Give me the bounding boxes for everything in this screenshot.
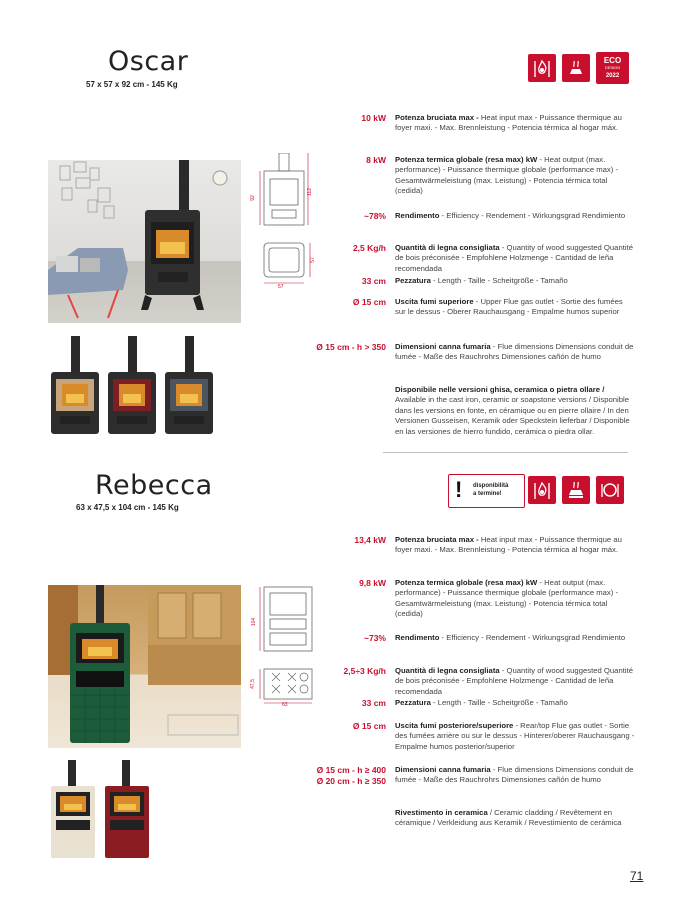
oscar-spec-text: Quantità di legna consigliata - Quantity of wood suggested Quantité de bois préconisée - Empfohlene Holzmenge - Cantidad de leña recomendada (395, 243, 633, 273)
rebecca-cladding: Rivestimento in ceramica / Ceramic cladding / Revêtement en céramique / Verkleidung aus Keramik / Revestimiento de cerámica (395, 808, 622, 828)
rebecca-spec-text: Dimensioni canna fumaria - Flue dimensions Dimensions conduit de fumée - Maße des Rauchrohrs Dimensiones cañón de humo (395, 765, 634, 785)
oscar-spec-value: 33 cm (361, 276, 386, 286)
eco-text: ECO (603, 55, 622, 65)
cooktop-icon (596, 476, 624, 504)
rebecca-spec-value: 33 cm (361, 698, 386, 708)
oscar-spec-value: 2,5 Kg/h (352, 243, 386, 253)
notice-line1: disponibilità (473, 483, 509, 489)
oscar-spec-value: 10 kW (361, 113, 386, 123)
rebecca-variants-photo (48, 760, 156, 860)
oscar-spec-text: Potenza termica globale (resa max) kW - Heat output (max. performance) - Puissance thermique globale (performance max) - Gesamtwärmeleistung (max. Leistung) - Potencia térmica total (cedida) (395, 155, 619, 196)
rebecca-spec-value: 13,4 kW (354, 535, 386, 545)
oscar-spec-value: ~78% (364, 211, 386, 221)
oscar-variants-photo (48, 336, 216, 441)
rebecca-spec-text: Uscita fumi posteriore/superiore - Rear/top Flue gas outlet - Sortie des fumées arrière ou sur le dessus - Hinterer/oberer Rauchausgang - Empalme humos posterior/superior (395, 721, 635, 751)
flame-icon (528, 476, 556, 504)
oven-icon (562, 476, 590, 504)
warning-icon: ! (455, 477, 463, 502)
rebecca-spec-text: Potenza termica globale (resa max) kW - Heat output (max. performance) - Puissance thermique globale (performance max) - Gesamtwärmeleistung (max. Leistung) - Potencia térmica total (cedida) (395, 578, 619, 619)
oscar-dim-height-total: 112 (306, 188, 313, 196)
rebecca-dim-depth: 47,5 (249, 679, 256, 689)
oscar-availability: Disponibile nelle versioni ghisa, ceramica o pietra ollare / Available in the cast iron, ceramic or soapstone versions / Disponible dans les versions en fonte, en céramique ou en pierre ollaire / In den Versionen Gusseisen, Keramik oder Speckstein lieferbar / Disponible en las versiones de hierro fundido, cerámica o piedra ollar. (395, 385, 630, 436)
section-divider (383, 452, 628, 453)
rebecca-spec-text: Rendimento - Efficiency - Rendement - Wirkungsgrad Rendimiento (395, 633, 626, 642)
rebecca-spec-text: Quantità di legna consigliata - Quantity of wood suggested Quantité de bois préconisée - Empfohlene Holzmenge - Cantidad de leña recomendada (395, 666, 633, 696)
rebecca-spec-value: Ø 15 cm (352, 721, 386, 731)
oscar-spec-text: Dimensioni canna fumaria - Flue dimensions Dimensions conduit de fumée - Maße des Rauchrohrs Dimensiones cañón de humo (395, 342, 634, 362)
rebecca-room-photo (48, 585, 241, 748)
notice-line2: a termine! (473, 491, 502, 497)
oscar-spec-text: Rendimento - Efficiency - Rendement - Wirkungsgrad Rendimiento (395, 211, 626, 220)
oscar-technical-drawing (250, 153, 320, 293)
rebecca-spec-value: Ø 15 cm - h ≥ 400 (316, 765, 386, 775)
oscar-spec-text: Uscita fumi superiore - Upper Flue gas outlet - Sortie des fumées sur le dessus - Oberer Rauchausgang - Empalme humos superior (395, 297, 623, 317)
rebecca-dim-height: 104 (251, 617, 258, 627)
rebecca-spec-value: 2,5÷3 Kg/h (343, 666, 386, 676)
heat-icon (562, 54, 590, 82)
oscar-spec-value: Ø 15 cm - h > 350 (316, 342, 386, 352)
eco-year: 2022 (605, 72, 620, 79)
oscar-spec-text: Potenza bruciata max - Heat input max - Puissance thermique au foyer maxi. - Max. Brennleistung - Potencia térmica al hogar máx. (395, 113, 622, 133)
oscar-spec-text: Pezzatura - Length - Taille - Scheitgröße - Tamaño (395, 276, 568, 285)
availability-notice (448, 474, 525, 508)
oscar-dimensions: 57 x 57 x 92 cm - 145 Kg (86, 80, 178, 89)
flame-icon (528, 54, 556, 82)
rebecca-spec-value: ~73% (364, 633, 386, 643)
rebecca-spec-text: Pezzatura - Length - Taille - Scheitgröße - Tamaño (395, 698, 568, 707)
oscar-room-photo (48, 160, 241, 323)
oscar-dim-depth: 57 (309, 257, 316, 263)
rebecca-title: Rebecca (95, 470, 213, 501)
page-number: 71 (630, 869, 644, 883)
design-text: DESIGN (604, 64, 621, 70)
oscar-title: Oscar (108, 46, 189, 77)
rebecca-spec-text: Potenza bruciata max - Heat input max - Puissance thermique au foyer maxi. - Max. Brennleistung - Potencia térmica al hogar máx. (395, 535, 622, 555)
rebecca-technical-drawing (250, 585, 320, 710)
rebecca-spec-value: 9,8 kW (359, 578, 386, 588)
rebecca-spec-value-2: Ø 20 cm - h ≥ 350 (316, 776, 386, 786)
ecodesign-badge (596, 52, 629, 84)
rebecca-dim-width: 63 (282, 702, 288, 708)
oscar-dim-width: 57 (278, 284, 284, 290)
rebecca-dimensions: 63 x 47,5 x 104 cm - 145 Kg (76, 503, 179, 512)
oscar-spec-value: Ø 15 cm (352, 297, 386, 307)
oscar-spec-value: 8 kW (366, 155, 386, 165)
oscar-dim-height: 92 (249, 195, 256, 201)
